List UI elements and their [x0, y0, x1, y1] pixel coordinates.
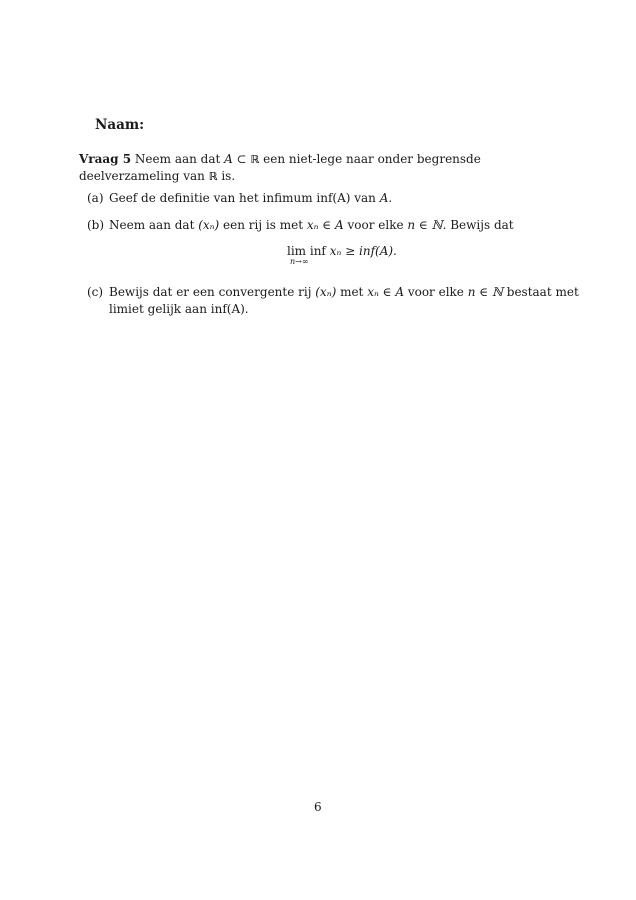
part-c-text: [109, 284, 584, 318]
part-c-text-3: voor elke: [404, 285, 468, 299]
part-b: [87, 217, 584, 234]
question-5: [79, 151, 584, 185]
part-a-set: A: [379, 191, 389, 205]
part-b-text-2: een rij is met: [219, 218, 307, 232]
reals-symbol: ℝ: [250, 153, 260, 166]
part-c-inf: inf(A): [210, 302, 245, 316]
part-c-text-5: .: [244, 302, 249, 316]
liminf-subscript: n→∞: [290, 257, 309, 266]
part-b-n-in-n: n ∈ ℕ: [407, 218, 443, 232]
part-a-text: [109, 190, 584, 207]
part-a-text-2: van: [350, 191, 380, 205]
part-b-seq: (xₙ): [198, 218, 220, 232]
part-a-inf: inf(A): [316, 191, 351, 205]
part-c: [87, 284, 584, 316]
part-a-text-3: .: [388, 191, 393, 205]
part-a-text-1: Geef de definitie van het infimum: [109, 191, 317, 205]
part-c-seq: (xₙ): [315, 285, 337, 299]
part-c-text-4: bestaat met limiet gelijk aan: [109, 285, 579, 316]
part-c-member: xₙ ∈ A: [367, 285, 404, 299]
part-b-text-3: voor elke: [343, 218, 408, 232]
reals-symbol-2: ℝ: [208, 170, 218, 183]
set-a: A: [224, 152, 233, 166]
part-b-text: [109, 217, 584, 234]
question-label: Vraag 5: [79, 152, 132, 166]
display-formula: [287, 244, 397, 266]
part-a: [87, 190, 584, 207]
formula-expression: xₙ ≥ inf(A).: [325, 244, 397, 258]
part-c-text-1: Bewijs dat er een convergente rij: [109, 285, 316, 299]
part-c-n-in-n: n ∈ ℕ: [467, 285, 503, 299]
part-c-label: (c): [87, 285, 104, 299]
question-intro-2: een niet-lege naar onder begrensde deelverzameling van: [79, 152, 481, 183]
part-b-text-1: Neem aan dat: [109, 218, 199, 232]
part-b-member: xₙ ∈ A: [306, 218, 344, 232]
question-intro-3: is.: [217, 169, 236, 183]
part-c-text-2: met: [336, 285, 368, 299]
page-number: 6: [314, 800, 322, 814]
name-label: Naam:: [95, 117, 145, 133]
part-a-label: (a): [87, 191, 104, 205]
part-b-label: (b): [87, 218, 105, 232]
subset-symbol: ⊂: [232, 152, 251, 166]
liminf-operator: lim inf: [287, 244, 326, 258]
part-b-text-4: . Bewijs dat: [442, 218, 514, 232]
question-intro-1: Neem aan dat: [131, 152, 225, 166]
